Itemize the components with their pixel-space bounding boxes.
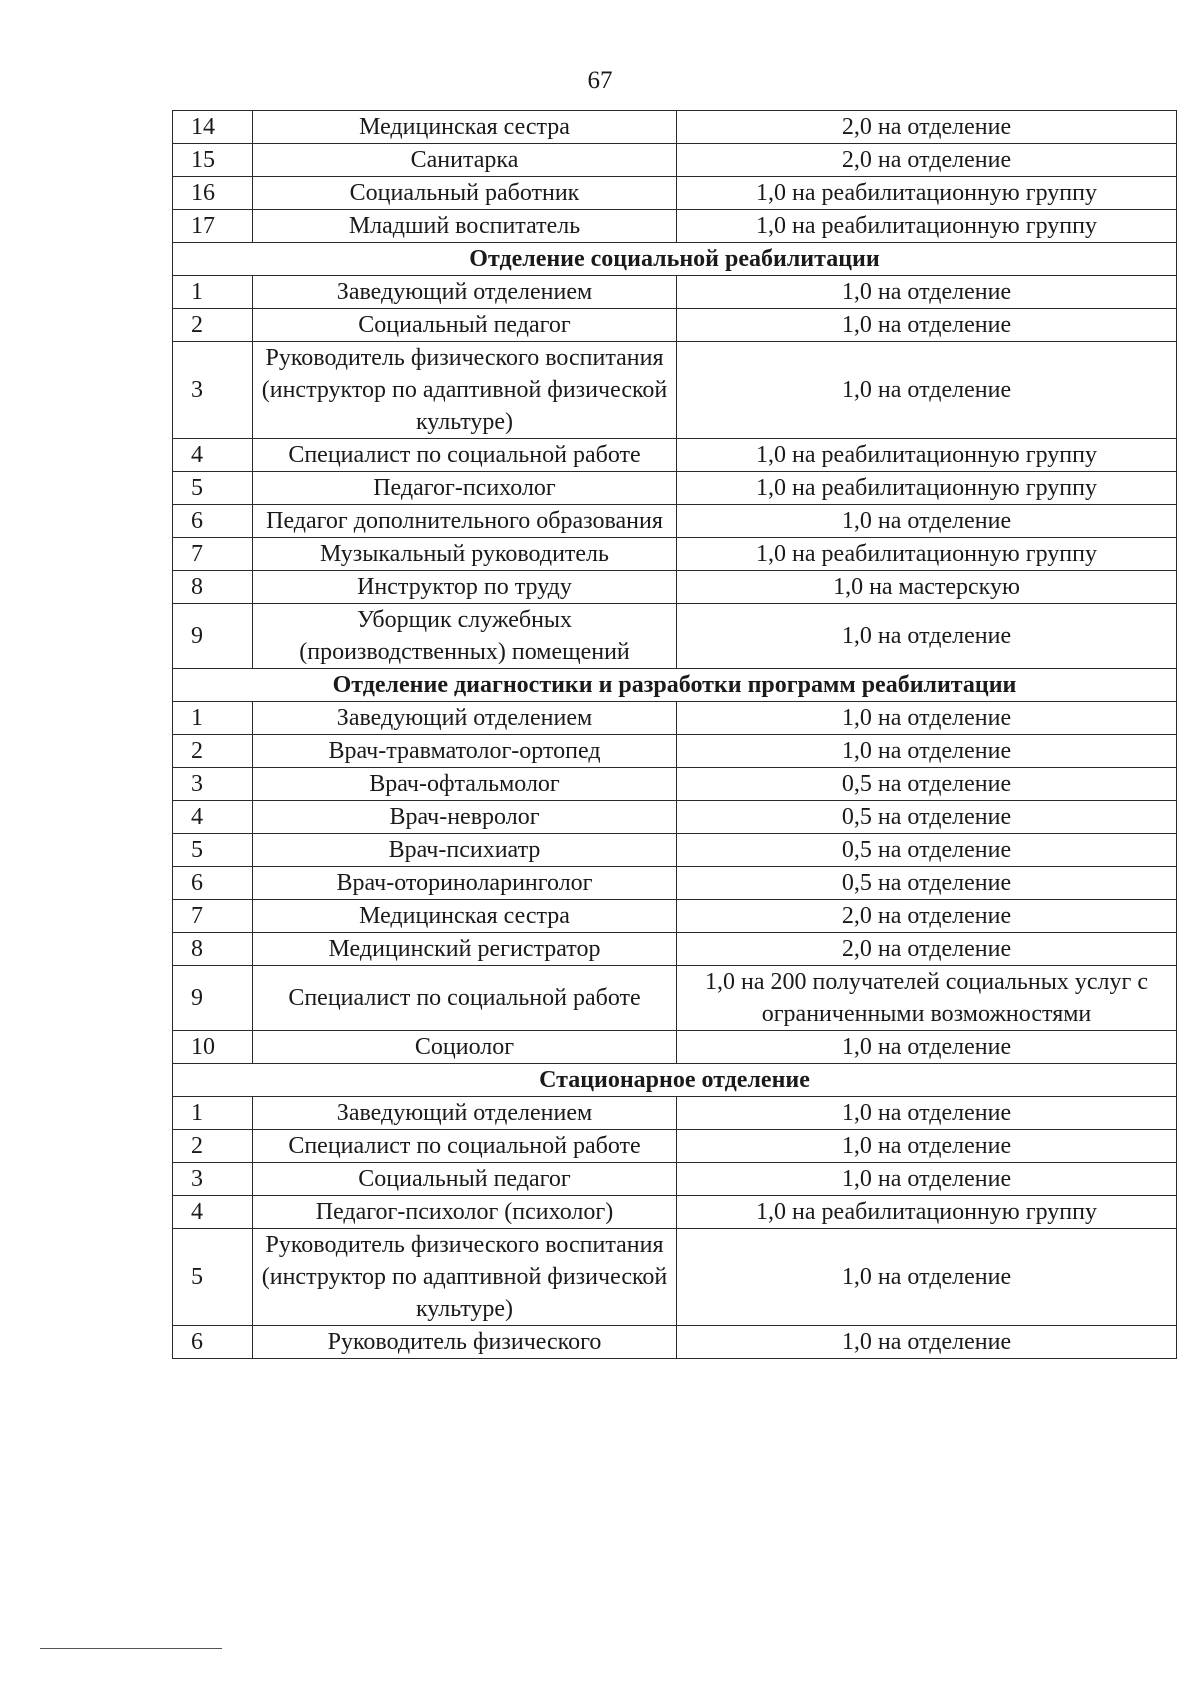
table-row (173, 768, 1177, 801)
row-number: 1 (173, 276, 253, 309)
table-row (173, 900, 1177, 933)
position-title: Младший воспитатель (253, 210, 677, 243)
staffing-norm: 1,0 на отделение (677, 1229, 1177, 1326)
row-number: 9 (173, 966, 253, 1031)
position-title: Заведующий отделением (253, 702, 677, 735)
row-number: 6 (173, 1326, 253, 1359)
table-row (173, 1326, 1177, 1359)
section-title: Отделение диагностики и разработки программ реабилитации (173, 669, 1177, 702)
page-number: 67 (587, 67, 613, 94)
staffing-norm: 1,0 на реабилитационную группу (677, 439, 1177, 472)
section-title: Стационарное отделение (173, 1064, 1177, 1097)
position-title: Руководитель физического (253, 1326, 677, 1359)
position-title: Специалист по социальной работе (253, 966, 677, 1031)
row-number: 5 (173, 834, 253, 867)
row-number: 5 (173, 1229, 253, 1326)
position-title: Социальный работник (253, 177, 677, 210)
row-number: 7 (173, 900, 253, 933)
row-number: 1 (173, 1097, 253, 1130)
row-number: 2 (173, 1130, 253, 1163)
row-number: 8 (173, 571, 253, 604)
row-number: 7 (173, 538, 253, 571)
table-row (173, 111, 1177, 144)
position-title: Специалист по социальной работе (253, 439, 677, 472)
table-row (173, 309, 1177, 342)
table-row (173, 702, 1177, 735)
position-title: Педагог дополнительного образования (253, 505, 677, 538)
staffing-norm: 2,0 на отделение (677, 111, 1177, 144)
staffing-table-body (173, 111, 1177, 1359)
position-title: Социальный педагог (253, 309, 677, 342)
staffing-norm: 0,5 на отделение (677, 768, 1177, 801)
row-number: 4 (173, 439, 253, 472)
position-title: Медицинская сестра (253, 900, 677, 933)
position-title: Руководитель физического воспитания (инструктор по адаптивной физической культуре) (253, 342, 677, 439)
staffing-norm: 0,5 на отделение (677, 834, 1177, 867)
row-number: 4 (173, 801, 253, 834)
staffing-norm: 1,0 на отделение (677, 1031, 1177, 1064)
row-number: 2 (173, 735, 253, 768)
position-title: Социолог (253, 1031, 677, 1064)
staffing-table (172, 110, 1177, 1359)
staffing-norm: 1,0 на отделение (677, 735, 1177, 768)
table-row (173, 933, 1177, 966)
position-title: Врач-травматолог-ортопед (253, 735, 677, 768)
position-title: Инструктор по труду (253, 571, 677, 604)
position-title: Музыкальный руководитель (253, 538, 677, 571)
row-number: 14 (173, 111, 253, 144)
staffing-norm: 0,5 на отделение (677, 867, 1177, 900)
staffing-norm: 1,0 на отделение (677, 342, 1177, 439)
row-number: 5 (173, 472, 253, 505)
footnote-divider (40, 1648, 222, 1649)
table-row (173, 867, 1177, 900)
row-number: 6 (173, 505, 253, 538)
staffing-norm: 1,0 на отделение (677, 702, 1177, 735)
staffing-norm: 1,0 на реабилитационную группу (677, 177, 1177, 210)
table-row (173, 144, 1177, 177)
staffing-norm: 1,0 на реабилитационную группу (677, 472, 1177, 505)
staffing-norm: 2,0 на отделение (677, 900, 1177, 933)
position-title: Педагог-психолог (253, 472, 677, 505)
staffing-norm: 2,0 на отделение (677, 144, 1177, 177)
table-row (173, 1196, 1177, 1229)
position-title: Уборщик служебных (производственных) помещений (253, 604, 677, 669)
staffing-norm: 1,0 на отделение (677, 276, 1177, 309)
row-number: 4 (173, 1196, 253, 1229)
section-title: Отделение социальной реабилитации (173, 243, 1177, 276)
staffing-norm: 1,0 на реабилитационную группу (677, 210, 1177, 243)
position-title: Педагог-психолог (психолог) (253, 1196, 677, 1229)
staffing-norm: 1,0 на отделение (677, 1097, 1177, 1130)
table-row (173, 834, 1177, 867)
row-number: 9 (173, 604, 253, 669)
row-number: 2 (173, 309, 253, 342)
staffing-norm: 1,0 на реабилитационную группу (677, 1196, 1177, 1229)
staffing-norm: 1,0 на отделение (677, 309, 1177, 342)
row-number: 15 (173, 144, 253, 177)
row-number: 1 (173, 702, 253, 735)
table-row (173, 735, 1177, 768)
staffing-norm: 1,0 на отделение (677, 1326, 1177, 1359)
staffing-norm: 1,0 на мастерскую (677, 571, 1177, 604)
staffing-norm: 2,0 на отделение (677, 933, 1177, 966)
section-header-row (173, 243, 1177, 276)
table-row (173, 966, 1177, 1031)
staffing-norm: 1,0 на отделение (677, 604, 1177, 669)
table-row (173, 1229, 1177, 1326)
row-number: 3 (173, 768, 253, 801)
position-title: Заведующий отделением (253, 276, 677, 309)
position-title: Заведующий отделением (253, 1097, 677, 1130)
section-header-row (173, 1064, 1177, 1097)
staffing-norm: 1,0 на реабилитационную группу (677, 538, 1177, 571)
row-number: 16 (173, 177, 253, 210)
table-row (173, 472, 1177, 505)
table-row (173, 177, 1177, 210)
table-row (173, 342, 1177, 439)
staffing-norm: 1,0 на 200 получателей социальных услуг с ограниченными возможностями (677, 966, 1177, 1031)
table-row (173, 1097, 1177, 1130)
table-row (173, 604, 1177, 669)
table-row (173, 1130, 1177, 1163)
row-number: 3 (173, 342, 253, 439)
position-title: Медицинская сестра (253, 111, 677, 144)
position-title: Врач-офтальмолог (253, 768, 677, 801)
section-header-row (173, 669, 1177, 702)
staffing-norm: 0,5 на отделение (677, 801, 1177, 834)
table-row (173, 801, 1177, 834)
table-row (173, 439, 1177, 472)
table-row (173, 538, 1177, 571)
row-number: 3 (173, 1163, 253, 1196)
row-number: 6 (173, 867, 253, 900)
staffing-norm: 1,0 на отделение (677, 1163, 1177, 1196)
row-number: 8 (173, 933, 253, 966)
position-title: Руководитель физического воспитания (инструктор по адаптивной физической культуре) (253, 1229, 677, 1326)
position-title: Медицинский регистратор (253, 933, 677, 966)
staffing-norm: 1,0 на отделение (677, 1130, 1177, 1163)
table-row (173, 1031, 1177, 1064)
staffing-norm: 1,0 на отделение (677, 505, 1177, 538)
table-row (173, 276, 1177, 309)
table-row (173, 1163, 1177, 1196)
position-title: Социальный педагог (253, 1163, 677, 1196)
position-title: Врач-психиатр (253, 834, 677, 867)
row-number: 17 (173, 210, 253, 243)
table-row (173, 505, 1177, 538)
position-title: Специалист по социальной работе (253, 1130, 677, 1163)
position-title: Врач-оториноларинголог (253, 867, 677, 900)
table-row (173, 210, 1177, 243)
position-title: Врач-невролог (253, 801, 677, 834)
table-row (173, 571, 1177, 604)
position-title: Санитарка (253, 144, 677, 177)
row-number: 10 (173, 1031, 253, 1064)
